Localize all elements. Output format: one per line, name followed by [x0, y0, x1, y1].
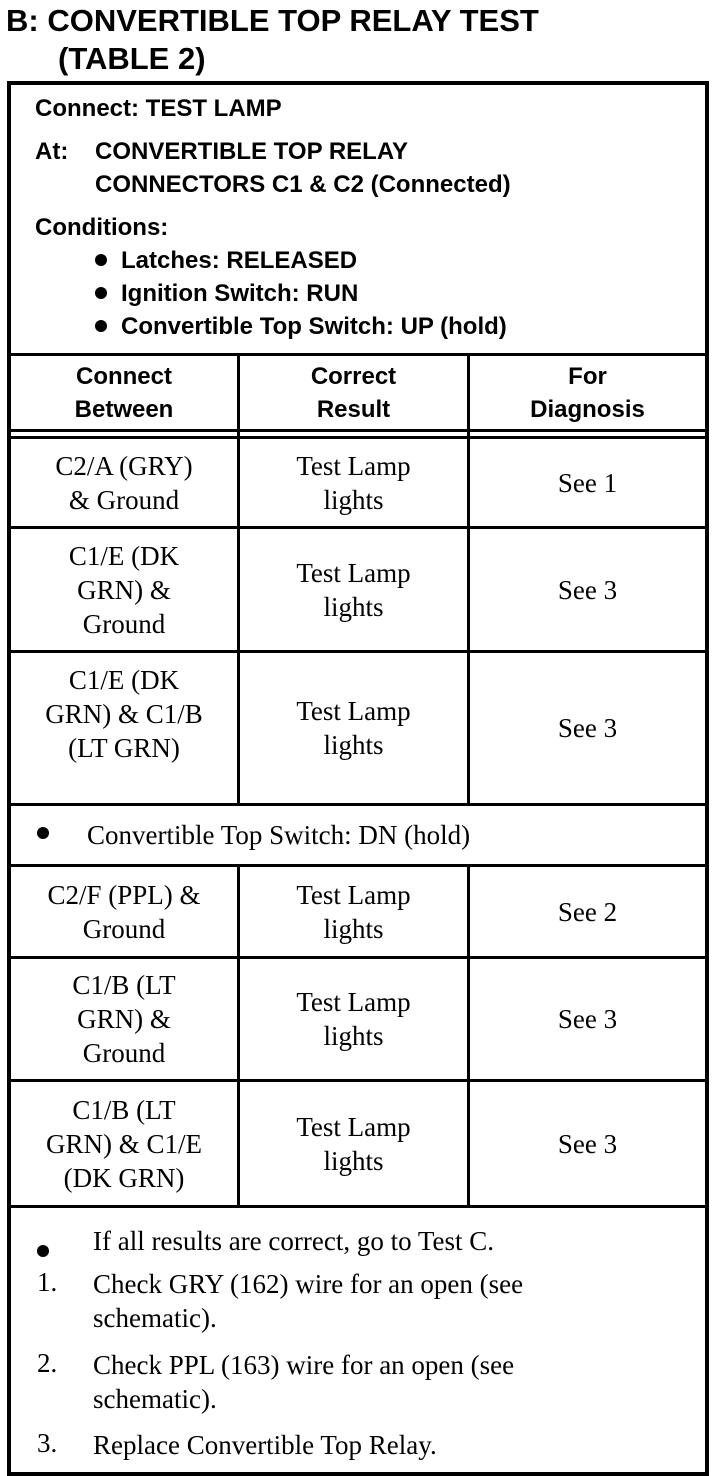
at-location-line-2: CONNECTORS C1 & C2 (Connected): [95, 171, 511, 198]
table-row-diagnosis: See 1: [557, 467, 618, 498]
condition-row: Convertible Top Switch: DN (hold): [37, 806, 697, 864]
bullet-icon: [95, 254, 107, 266]
note-item: 2. Check PPL (163) wire for an open (see schematic).: [37, 1348, 515, 1414]
table-row-result: Test Lamp lights: [296, 450, 411, 515]
table-row-result: Test Lamp lights: [296, 987, 411, 1051]
column-header-result: Correct Result: [310, 362, 397, 423]
table-row-result: Test Lamp lights: [296, 557, 411, 622]
at-location-line-1: CONVERTIBLE TOP RELAY: [95, 138, 408, 165]
bullet-icon: [95, 320, 107, 332]
test-setup: [11, 85, 705, 354]
condition-item: Convertible Top Switch: UP (hold): [95, 313, 507, 341]
condition-item: Ignition Switch: RUN: [95, 280, 358, 308]
note-item: 1. Check GRY (162) wire for an open (see schematic).: [37, 1267, 524, 1333]
note-bullet: If all results are correct, go to Test C.: [37, 1224, 677, 1260]
at-label: At:: [35, 138, 69, 165]
table-row-diagnosis: See 3: [557, 1004, 618, 1034]
column-header-diagnosis: For Diagnosis: [530, 362, 645, 423]
column-header-connect: Connect Between: [74, 362, 174, 423]
table-row-connect: C1/B (LT GRN) & C1/E (DK GRN): [45, 1094, 202, 1193]
test-table: [7, 81, 709, 1476]
divider: [11, 429, 705, 432]
bullet-icon: [37, 827, 49, 839]
note-item: 3. Replace Convertible Top Relay.: [37, 1428, 437, 1460]
table-row-connect: C1/B (LT GRN) & Ground: [72, 970, 176, 1068]
table-row-diagnosis: See 3: [557, 713, 618, 743]
table-row-diagnosis: See 2: [557, 896, 618, 927]
bullet-icon: [37, 1235, 49, 1266]
table-row-connect: C2/A (GRY) & Ground: [55, 450, 193, 515]
table-row-result: Test Lamp lights: [296, 879, 411, 944]
conditions-label: Conditions:: [35, 214, 169, 241]
table-row-connect: C1/E (DK GRN) & Ground: [68, 540, 180, 639]
title-line-2: (TABLE 2): [58, 41, 206, 76]
table-row-diagnosis: See 3: [557, 574, 618, 605]
bullet-icon: [95, 287, 107, 299]
table-row-diagnosis: See 3: [557, 1128, 618, 1159]
table-row-result: Test Lamp lights: [296, 1111, 411, 1176]
table-row-connect: C2/F (PPL) & Ground: [47, 879, 201, 944]
title-line-1: B: CONVERTIBLE TOP RELAY TEST: [6, 3, 539, 38]
divider: [11, 1205, 705, 1208]
condition-item: Latches: RELEASED: [95, 247, 357, 275]
table-row-result: Test Lamp lights: [296, 696, 411, 760]
connect-instruction: Connect: TEST LAMP: [35, 95, 282, 122]
table-row-connect: C1/E (DK GRN) & C1/B (LT GRN): [45, 665, 203, 763]
page-title: [6, 2, 539, 78]
